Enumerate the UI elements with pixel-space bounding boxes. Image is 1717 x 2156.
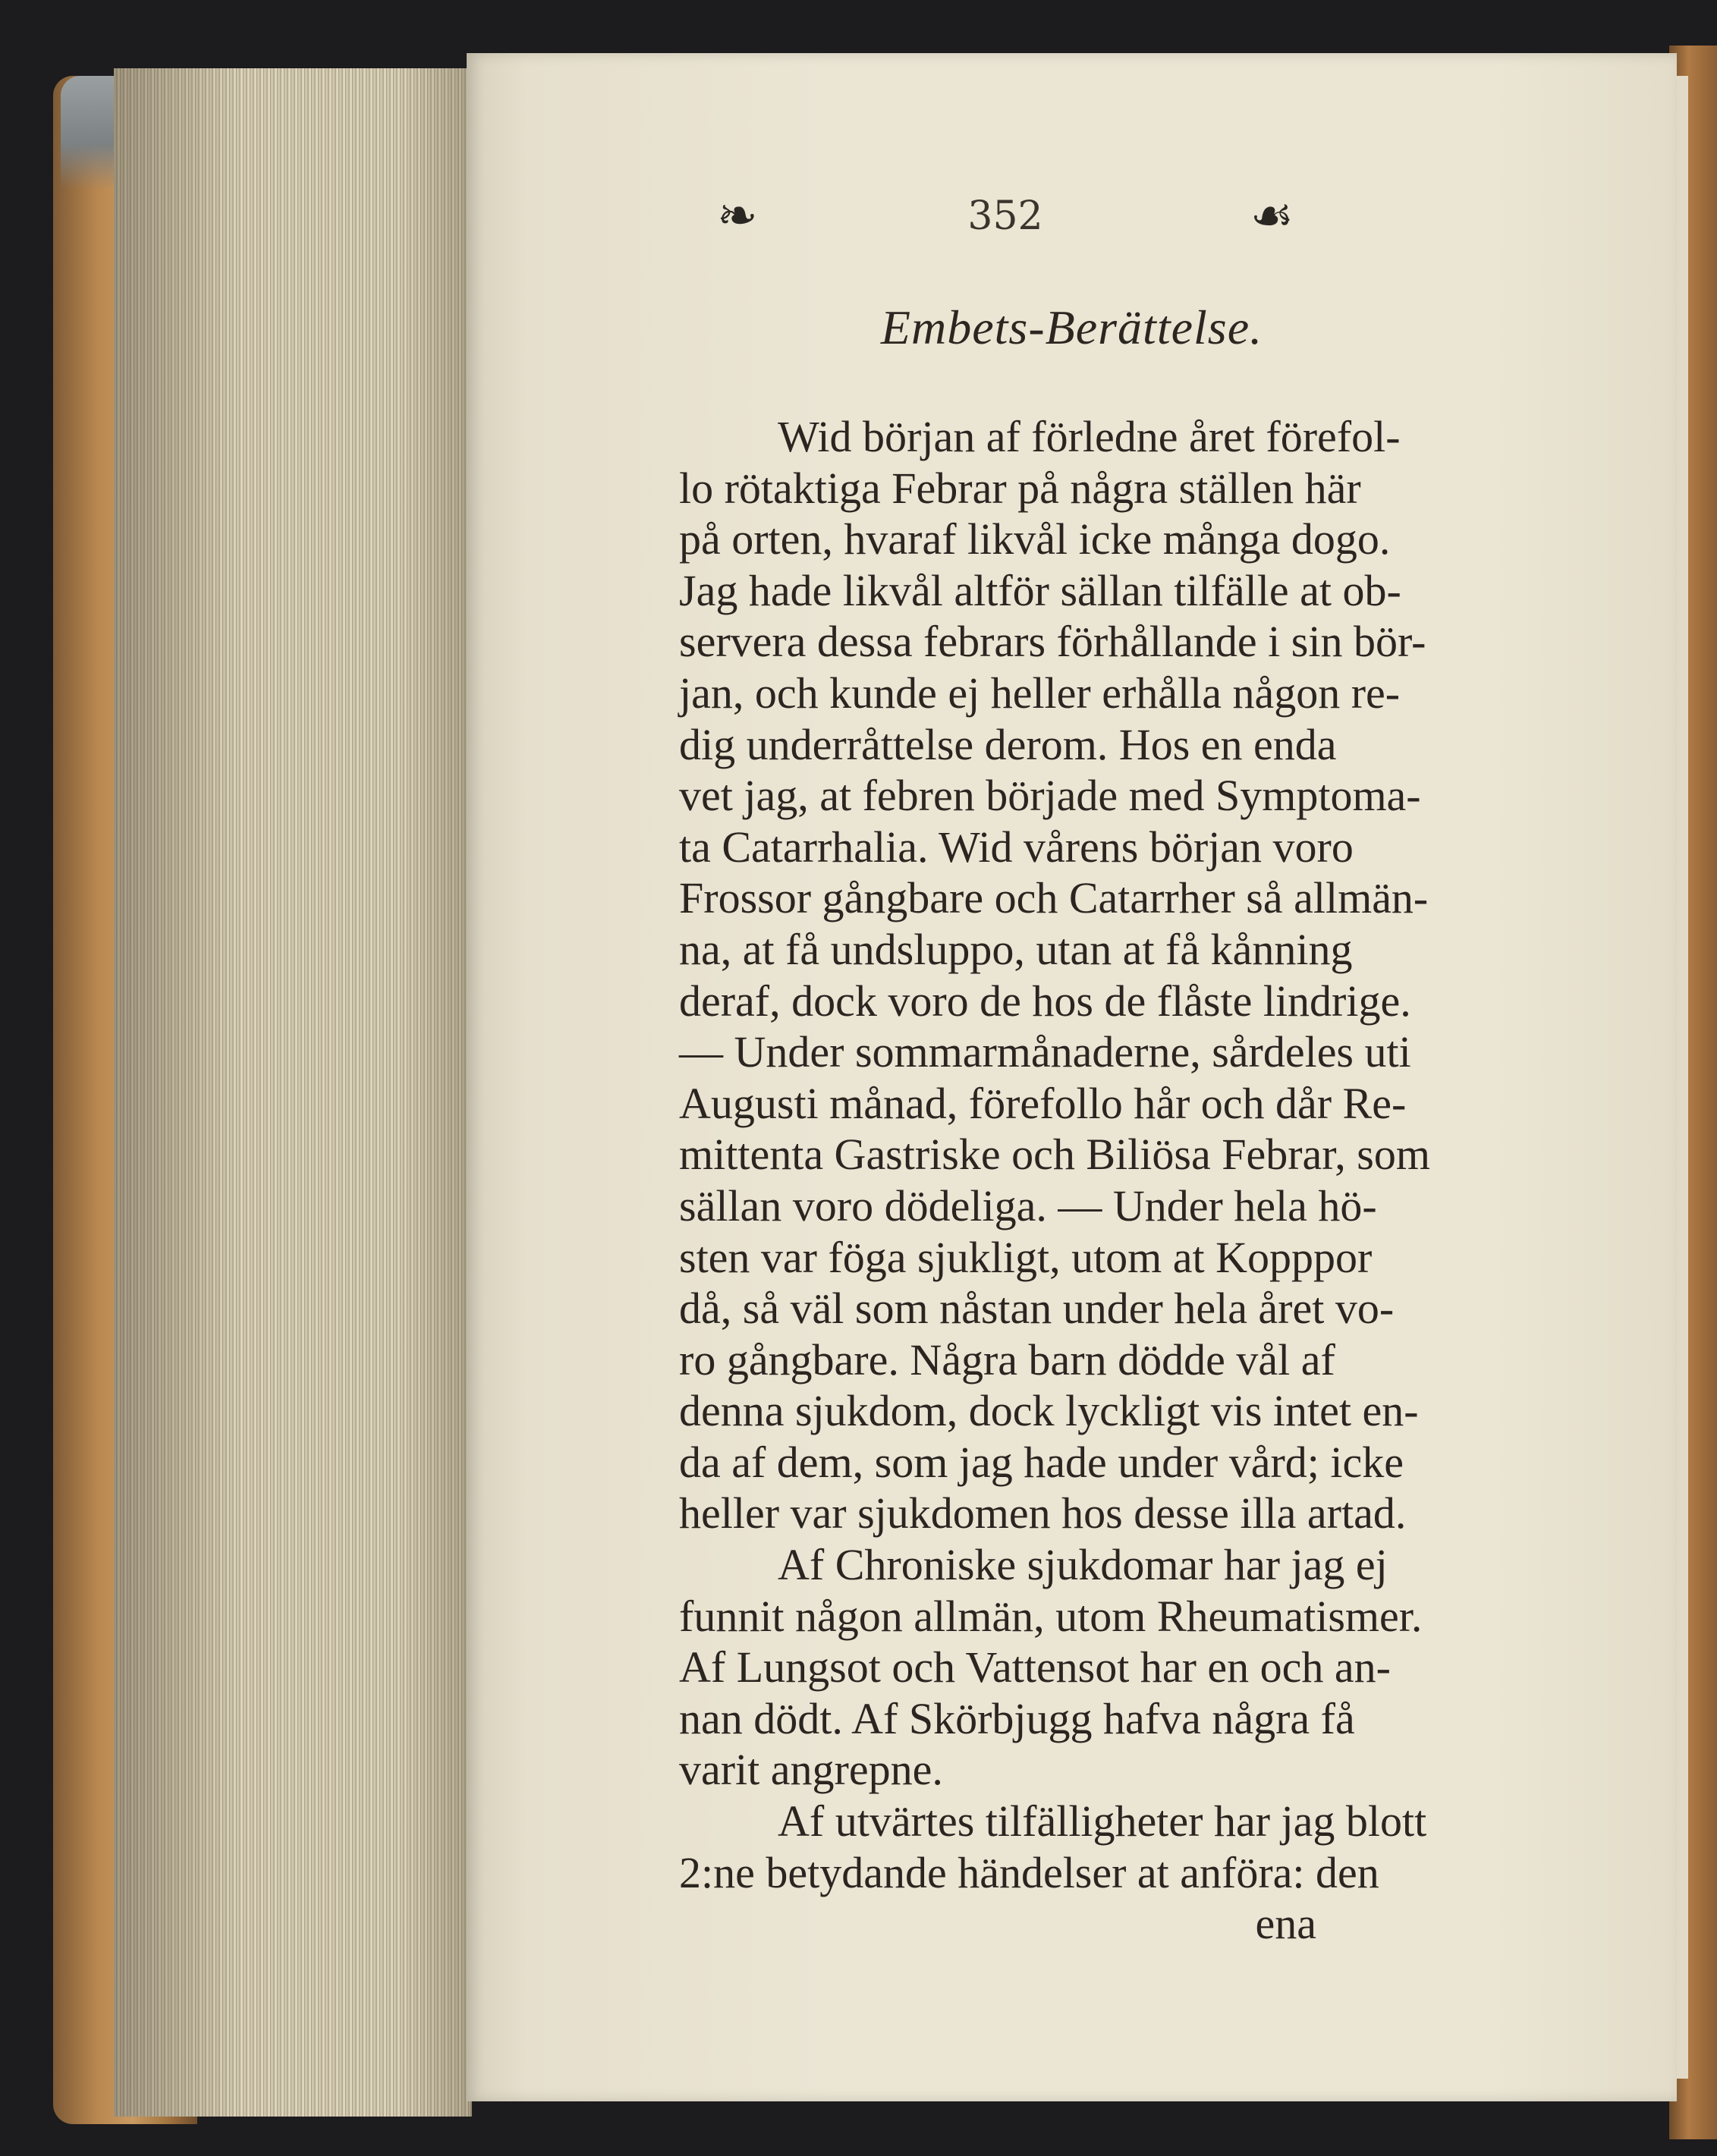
text-line: Jag hade likvål altför sällan tilfälle at ob- [679, 565, 1401, 615]
text-line: lo rötaktiga Febrar på några ställen här [679, 463, 1361, 513]
text-line: denna sjukdom, dock lyckligt vis intet en- [679, 1386, 1419, 1436]
text-line: Frossor gångbare och Catarrher så allmän- [679, 873, 1429, 923]
text-line: jan, och kunde ej heller erhålla någon re- [679, 668, 1401, 718]
text-line: varit angrepne. [679, 1745, 943, 1795]
page-edges [114, 68, 472, 2117]
text-line: 2:ne betydande händelser at anföra: den [679, 1847, 1379, 1897]
book-page [467, 53, 1677, 2101]
text-line: Wid början af förledne året förefol- [778, 412, 1401, 461]
text-line: sten var föga sjukligt, utom at Kopppor [679, 1232, 1373, 1282]
catchword: ena [1255, 1899, 1316, 1949]
page-number: 352 [967, 193, 1043, 239]
text-line: Af utvärtes tilfälligheter har jag blott [778, 1796, 1427, 1846]
text-line: servera dessa febrars förhållande i sin bör- [679, 617, 1426, 667]
text-line: da af dem, som jag hade under vård; icke [679, 1437, 1404, 1487]
text-line: Af Lungsot och Vattensot har en och an- [679, 1642, 1391, 1692]
text-line: vet jag, at febren började med Symptoma- [679, 771, 1421, 821]
text-line: ro gångbare. Några barn dödde vål af [679, 1334, 1335, 1384]
text-line: na, at få undsluppo, utan at få kånning [679, 924, 1353, 974]
text-line: mittenta Gastriske och Biliösa Febrar, som [679, 1130, 1430, 1180]
ornament-right-icon: ☙ [1250, 188, 1294, 244]
text-line: deraf, dock voro de hos de flåste lindrige. [679, 976, 1411, 1026]
page-header [687, 174, 1324, 258]
body-text [679, 411, 1430, 1950]
text-line: nan dödt. Af Skörbjugg hafva några få [679, 1693, 1355, 1743]
section-title: Embets-Berättelse. [880, 300, 1263, 354]
text-line: Augusti månad, förefollo hår och dår Re- [679, 1078, 1407, 1128]
text-line: dig underråttelse derom. Hos en enda [679, 719, 1337, 769]
text-line: funnit någon allmän, utom Rheumatismer. [679, 1591, 1423, 1641]
text-line: Af Chroniske sjukdomar har jag ej [778, 1540, 1388, 1590]
text-line: då, så väl som nåstan under hela året vo- [679, 1284, 1395, 1334]
text-line: sällan voro dödeliga. — Under hela hö- [679, 1180, 1377, 1230]
text-line: heller var sjukdomen hos desse illa artad. [679, 1488, 1407, 1538]
text-line: på orten, hvaraf likvål icke många dogo. [679, 514, 1391, 564]
ornament-left-icon: ❧ [717, 188, 758, 244]
text-line: — Under sommarmånaderne, sårdeles uti [679, 1027, 1411, 1077]
text-line: ta Catarrhalia. Wid vårens början voro [679, 822, 1354, 872]
